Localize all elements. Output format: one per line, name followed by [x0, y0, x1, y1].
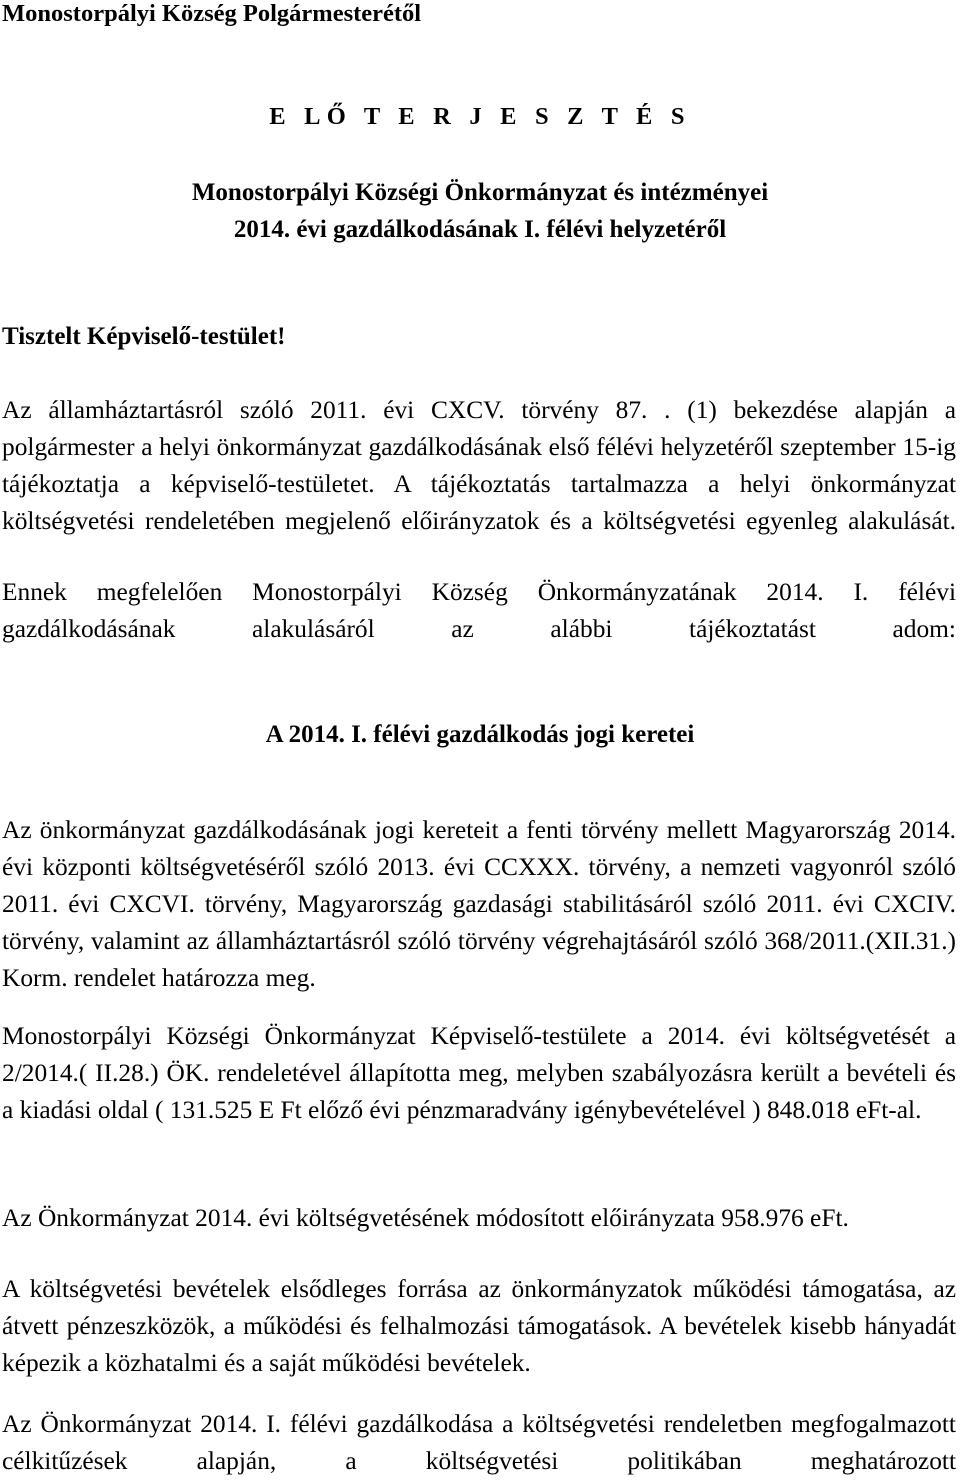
subtitle-line-1: Monostorpályi Községi Önkormányzat és intézményei	[191, 179, 769, 206]
subtitle-line-2: 2014. évi gazdálkodásának I. félévi helyzetéről	[233, 216, 727, 243]
section-paragraph-5: Az Önkormányzat 2014. I. félévi gazdálkodása a költségvetési rendeletben megfogalmazott célkitűzések alapján, a költségvetési politikában meghatározott	[2, 1410, 956, 1475]
section-paragraph-2: Monostorpályi Községi Önkormányzat Képviselő-testülete a 2014. évi költségvetését a 2/2014.( II.28.) ÖK. rendeletével állapította meg, melyben szabályozásra került a bevételi és a kiadási oldal ( 131.525 E Ft előző évi pénzmaradvány igénybevételével ) 848.018 eFt-al.	[2, 1022, 956, 1124]
section-heading: A 2014. I. félévi gazdálkodás jogi keretei	[265, 721, 695, 748]
section-paragraph-4: A költségvetési bevételek elsődleges forrása az önkormányzatok működési támogatása, az átvett pénzeszközök, a működési és felhalmozási támogatások. A bevételek kisebb hányadát képezik a közhatalmi és a saját működési bevételek.	[2, 1275, 956, 1377]
section-paragraph-3: Az Önkormányzat 2014. évi költségvetésének módosított előirányzata 958.976 eFt.	[2, 1204, 849, 1232]
intro-paragraph-2: Ennek megfelelően Monostorpályi Község Önkormányzatának 2014. I. félévi gazdálkodásának alakulásáról az alábbi tájékoztatást adom:	[2, 578, 956, 643]
intro-paragraph-1: Az államháztartásról szóló 2011. évi CXCV. törvény 87. . (1) bekezdése alapján a polgármester a helyi önkormányzat gazdálkodásának első félévi helyzetéről szeptember 15-ig tájékoztatja a képviselő-testületet. A tájékoztatás tartalmazza a helyi önkormányzat költségvetési rendeletében megjelenő előirányzatok és a költségvetési egyenleg alakulását.	[2, 396, 956, 535]
salutation: Tisztelt Képviselő-testület!	[2, 323, 286, 350]
office-header: Monostorpályi Község Polgármesterétől	[2, 0, 422, 27]
document-title: E LŐ T E R J E S Z T É S	[269, 103, 691, 130]
section-paragraph-1: Az önkormányzat gazdálkodásának jogi kereteit a fenti törvény mellett Magyarország 2014. évi központi költségvetéséről szóló 2013. évi CCXXX. törvény, a nemzeti vagyonról szóló 2011. évi CXCVI. törvény, Magyarország gazdasági stabilitásáról szóló 2011. évi CXCIV. törvény, valamint az államháztartásról szóló törvény végrehajtásáról szóló 368/2011.(XII.31.) Korm. rendelet határozza meg.	[2, 816, 956, 992]
